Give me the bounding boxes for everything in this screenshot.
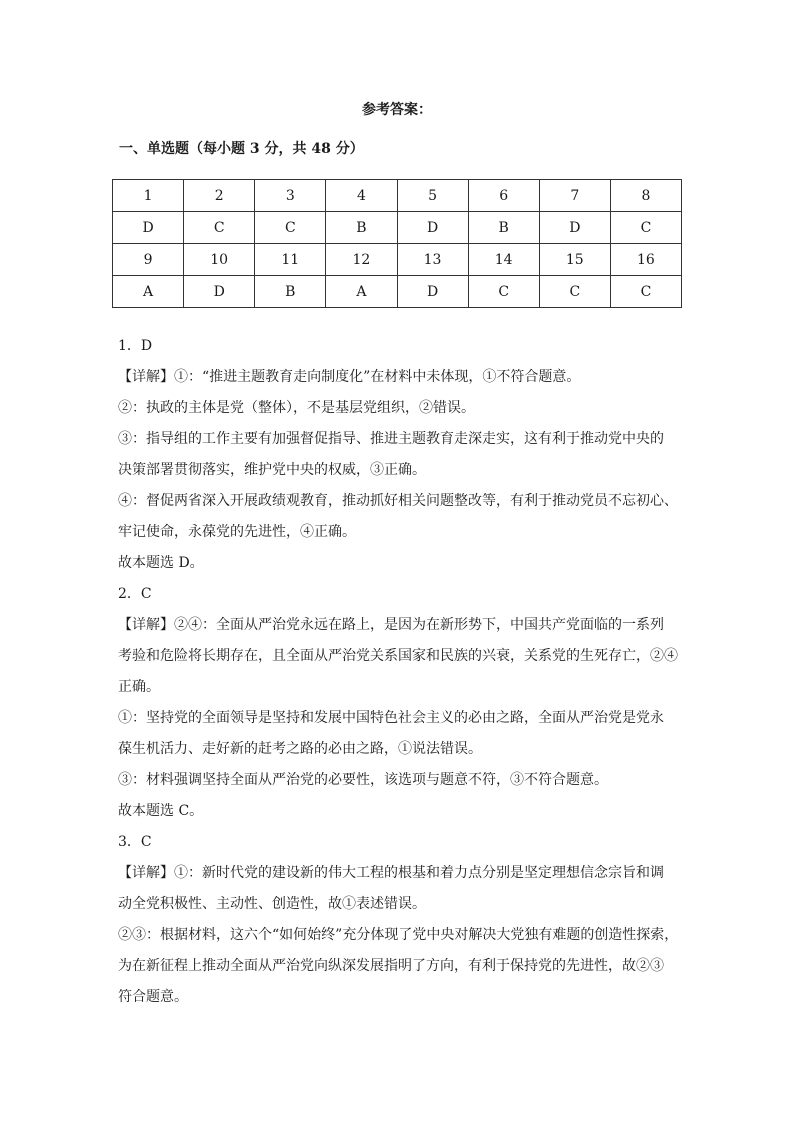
text-line: 1．D xyxy=(118,338,153,354)
text-line: 符合题意。 xyxy=(118,989,188,1005)
answer-cell: B xyxy=(255,276,326,308)
question-number-cell: 7 xyxy=(539,180,610,212)
text-line: ③：材料强调坚持全面从严治党的必要性，该选项与题意不符，③不符合题意。 xyxy=(118,772,608,788)
question-number-cell: 14 xyxy=(468,244,539,276)
answer-cell: C xyxy=(468,276,539,308)
table-row xyxy=(113,244,682,276)
answer-table xyxy=(112,179,682,308)
question-number-cell: 10 xyxy=(184,244,255,276)
question-number-cell: 1 xyxy=(113,180,184,212)
text-line: 牢记使命，永葆党的先进性，④正确。 xyxy=(118,524,356,540)
text-line: ②③：根据材料，这六个“如何始终”充分体现了党中央对解决大党独有难题的创造性探索， xyxy=(118,927,679,943)
text-line: 3．C xyxy=(118,834,152,850)
text-line: 故本题选 D。 xyxy=(118,555,204,571)
text-line: 动全党积极性、主动性、创造性，故①表述错误。 xyxy=(118,896,426,912)
table-row xyxy=(113,180,682,212)
answer-cell: D xyxy=(113,212,184,244)
page-title: 参考答案： xyxy=(362,102,432,118)
text-line: 【详解】②④：全面从严治党永远在路上，是因为在新形势下，中国共产党面临的一系列 xyxy=(118,617,664,633)
text-line: 考验和危险将长期存在，且全面从严治党关系国家和民族的兴衰，关系党的生死存亡，②④ xyxy=(118,648,678,664)
question-number-cell: 8 xyxy=(610,180,681,212)
text-line: 为在新征程上推动全面从严治党向纵深发展指明了方向，有利于保持党的先进性，故②③ xyxy=(118,958,664,974)
explanations xyxy=(118,333,678,1015)
text-line: ②：执政的主体是党（整体），不是基层党组织，②错误。 xyxy=(118,400,475,416)
text-line: 故本题选 C。 xyxy=(118,803,204,819)
question-number-cell: 16 xyxy=(610,244,681,276)
text-line: 【详解】①：新时代党的建设新的伟大工程的根基和着力点分别是坚定理想信念宗旨和调 xyxy=(118,865,664,881)
answer-cell: D xyxy=(397,212,468,244)
question-number-cell: 13 xyxy=(397,244,468,276)
answer-cell: B xyxy=(326,212,397,244)
text-line: ③：指导组的工作主要有加强督促指导、推进主题教育走深走实，这有利于推动党中央的 xyxy=(118,431,664,447)
text-line: 【详解】①：“推进主题教育走向制度化”在材料中未体现，①不符合题意。 xyxy=(118,369,581,385)
answer-cell: D xyxy=(184,276,255,308)
answer-cell: C xyxy=(539,276,610,308)
answer-cell: C xyxy=(610,212,681,244)
section-heading: 一、单选题（每小题 3 分，共 48 分） xyxy=(119,141,364,157)
table-row xyxy=(113,212,682,244)
question-number-cell: 4 xyxy=(326,180,397,212)
answer-cell: A xyxy=(113,276,184,308)
answer-cell: B xyxy=(468,212,539,244)
answer-cell: D xyxy=(539,212,610,244)
answer-cell: A xyxy=(326,276,397,308)
text-line: 正确。 xyxy=(118,679,160,695)
question-number-cell: 11 xyxy=(255,244,326,276)
question-number-cell: 5 xyxy=(397,180,468,212)
text-line: ①：坚持党的全面领导是坚持和发展中国特色社会主义的必由之路，全面从严治党是党永 xyxy=(118,710,664,726)
table-row xyxy=(113,276,682,308)
answer-cell: C xyxy=(184,212,255,244)
question-number-cell: 2 xyxy=(184,180,255,212)
text-line: 葆生机活力、走好新的赶考之路的必由之路，①说法错误。 xyxy=(118,741,482,757)
text-line: 2．C xyxy=(118,586,152,602)
text-line: ④：督促两省深入开展政绩观教育，推动抓好相关问题整改等，有利于推动党员不忘初心、 xyxy=(118,493,678,509)
answer-cell: C xyxy=(255,212,326,244)
question-number-cell: 12 xyxy=(326,244,397,276)
question-number-cell: 9 xyxy=(113,244,184,276)
question-number-cell: 6 xyxy=(468,180,539,212)
text-line: 决策部署贯彻落实，维护党中央的权威，③正确。 xyxy=(118,462,426,478)
answer-cell: D xyxy=(397,276,468,308)
question-number-cell: 3 xyxy=(255,180,326,212)
answer-cell: C xyxy=(610,276,681,308)
question-number-cell: 15 xyxy=(539,244,610,276)
